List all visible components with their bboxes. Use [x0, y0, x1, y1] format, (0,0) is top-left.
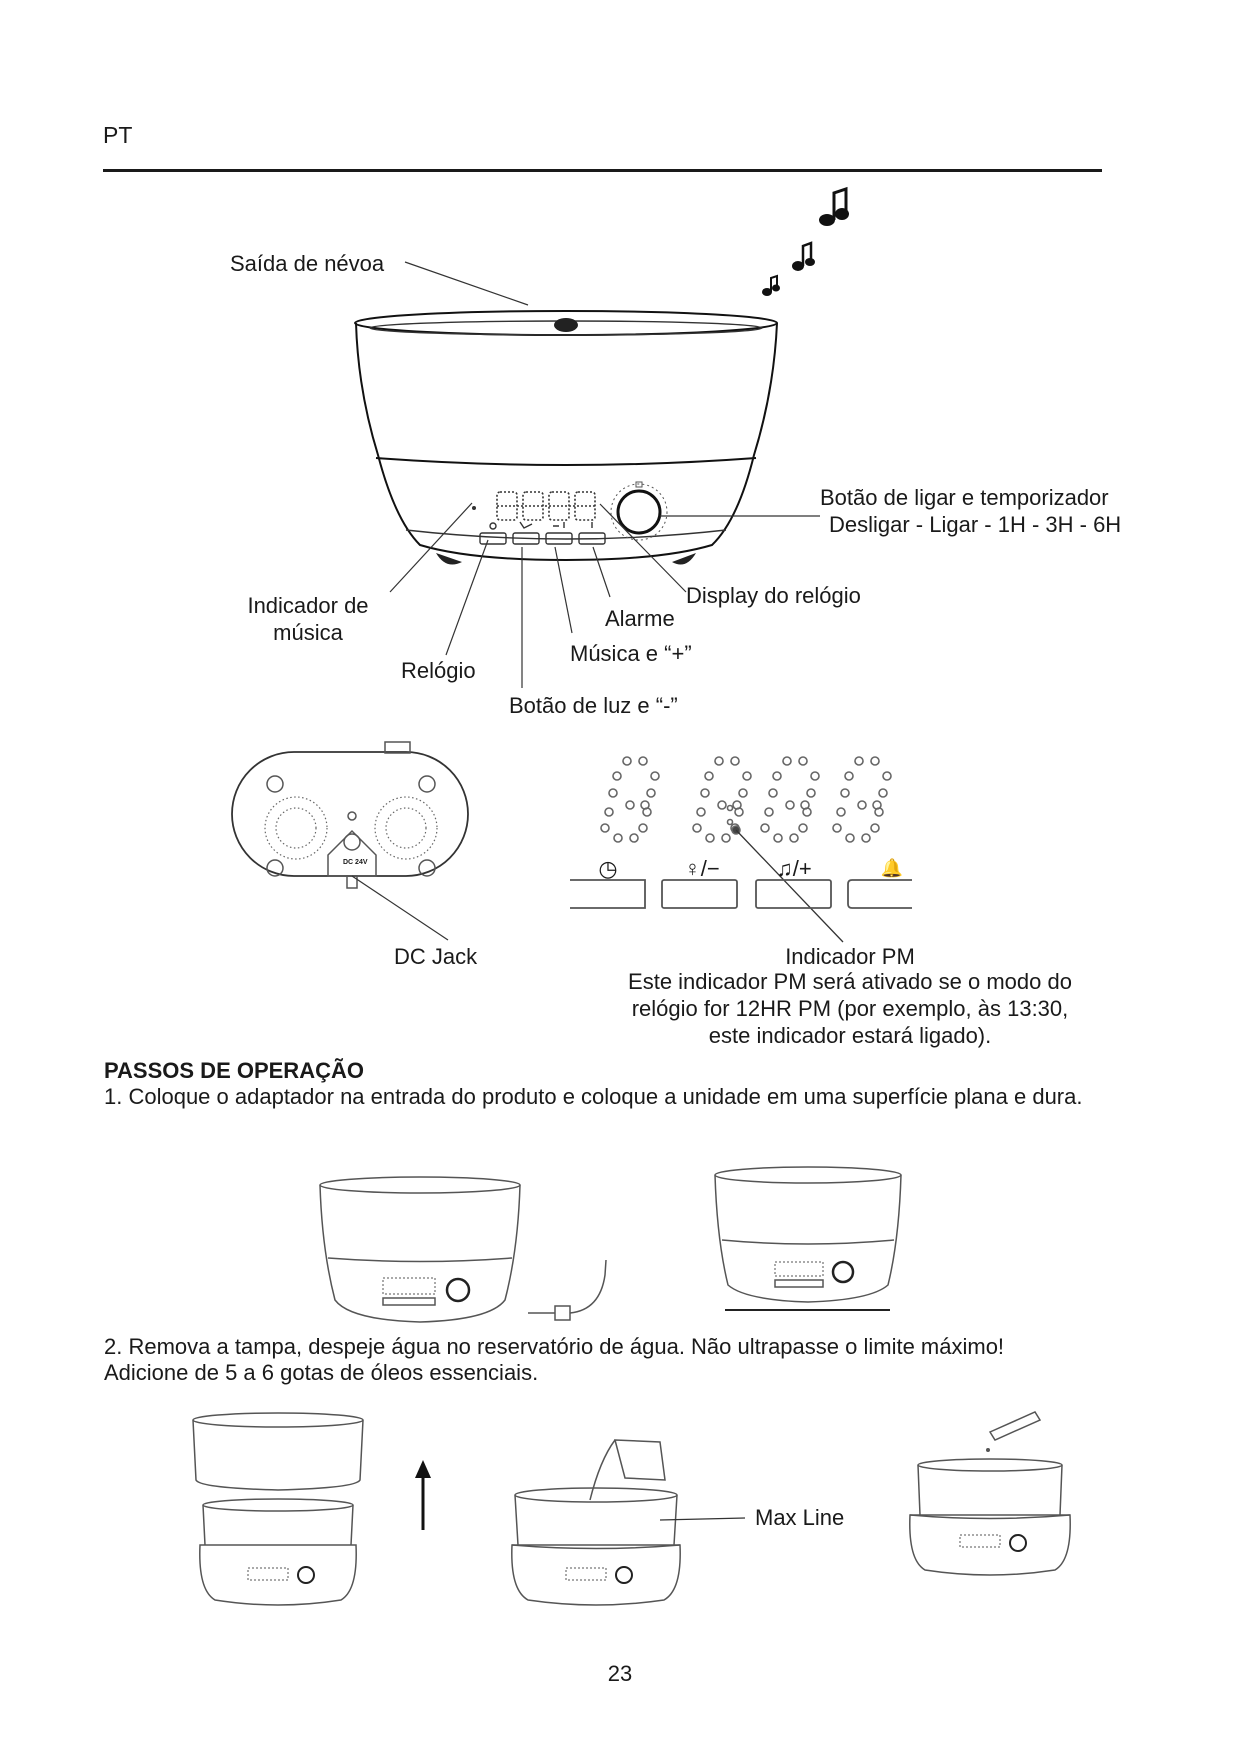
light-minus-label: Botão de luz e “-”: [509, 693, 678, 718]
mist-outlet-label: Saída de névoa: [230, 251, 385, 276]
dc-voltage-label: DC 24V: [343, 859, 368, 866]
pm-indicator-desc-1: Este indicador PM será ativado se o modo do: [628, 969, 1072, 994]
clock-display-label: Display do relógio: [686, 583, 861, 608]
page-number: 23: [607, 1661, 633, 1686]
lid-removed: [193, 1413, 363, 1605]
clock-label: Relógio: [401, 658, 476, 683]
pour-water: [512, 1440, 745, 1605]
oil-drop: [910, 1412, 1070, 1575]
step-1-text: 1. Coloque o adaptador na entrada do produto e coloque a unidade em uma superfície plana e dura.: [104, 1084, 1083, 1109]
power-timer-label: Botão de ligar e temporizador: [820, 485, 1109, 510]
music-plus-label: Música e “+”: [570, 641, 692, 666]
pm-indicator-title: Indicador PM: [785, 944, 915, 969]
bell-icon: 🔔: [880, 858, 904, 878]
music-indicator-label: Indicador de: [247, 593, 369, 618]
up-arrow-icon: [415, 1460, 431, 1530]
bulb-minus-icon: ♀/−: [684, 856, 720, 881]
step-2-text-line-2: Adicione de 5 a 6 gotas de óleos essenciais.: [104, 1360, 539, 1385]
step-2-text-line-1: 2. Remova a tampa, despeje água no reservatório de água. Não ultrapasse o limite máximo!: [104, 1334, 1005, 1359]
steps-heading: PASSOS DE OPERAÇÃO: [104, 1058, 364, 1083]
clock-icon: ◷: [598, 856, 618, 881]
power-timer-modes-label: Desligar - Ligar - 1H - 3H - 6H: [829, 512, 1122, 537]
pm-indicator-desc-2: relógio for 12HR PM (por exemplo, às 13:30,: [631, 996, 1069, 1021]
pm-indicator-desc-3: este indicador estará ligado).: [708, 1023, 992, 1048]
alarm-label: Alarme: [605, 606, 675, 631]
music-indicator-label-2: música: [273, 620, 343, 645]
max-line-label: Max Line: [755, 1505, 845, 1530]
dc-jack-label: DC Jack: [394, 944, 478, 969]
language-code: PT: [103, 122, 133, 148]
music-plus-icon: ♫/+: [776, 856, 812, 881]
